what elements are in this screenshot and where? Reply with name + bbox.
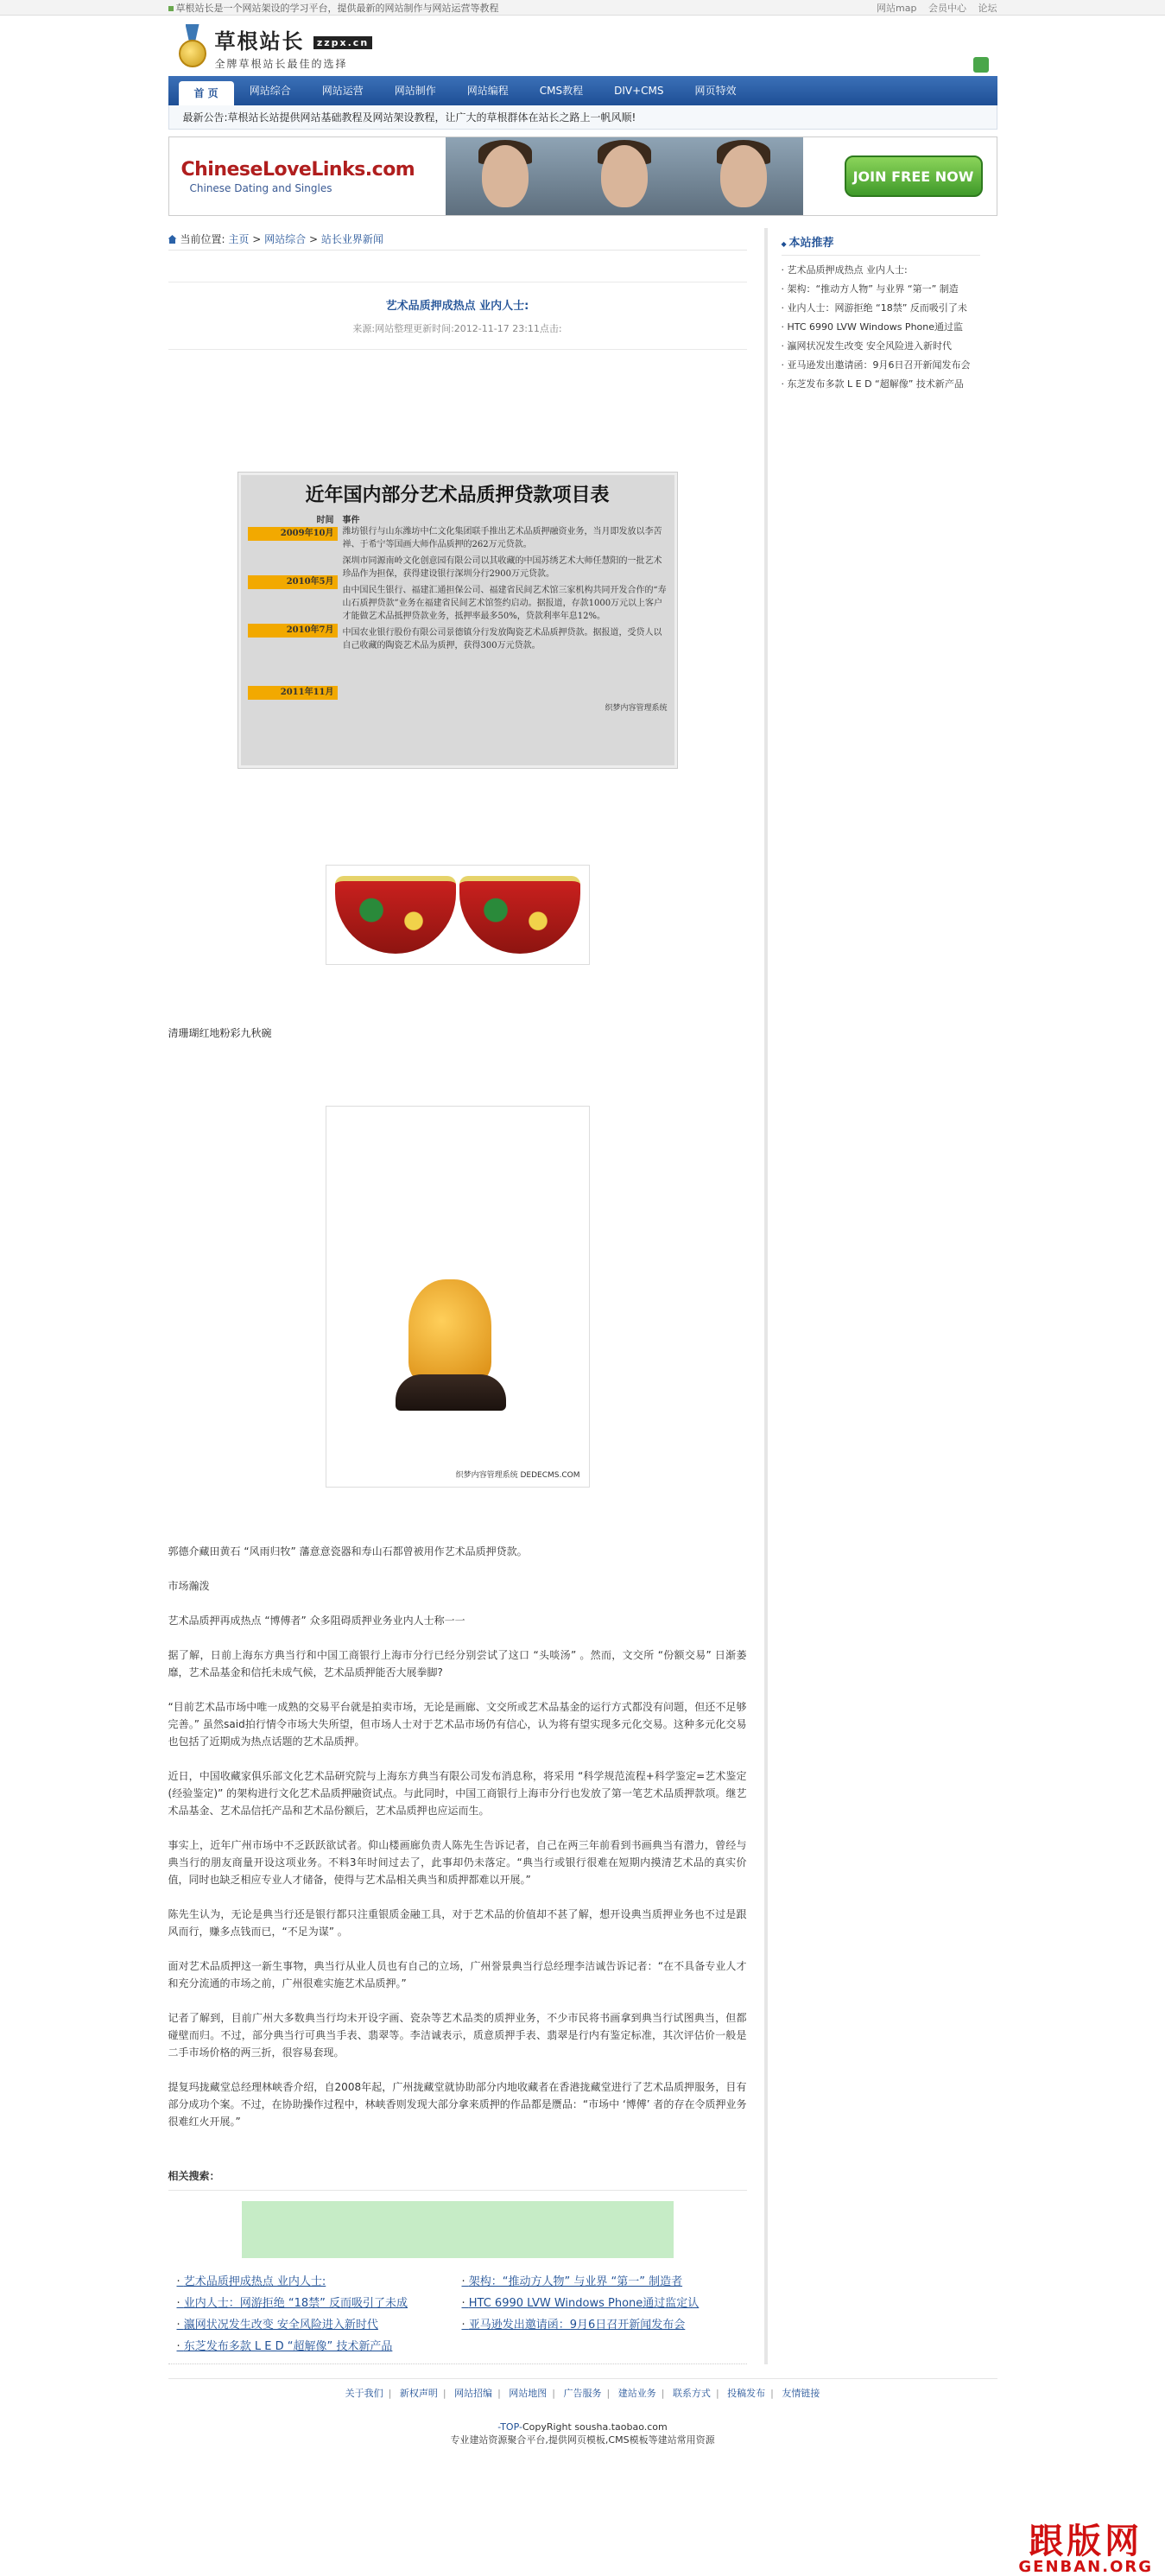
article-paragraph: 近日，中国收藏家俱乐部文化艺术品研究院与上海东方典当有限公司发布消息称，将采用 “科学规范流程+科学鉴定=艺术鉴定(经验鉴定)” 的架构进行文化艺术品质押融资试点。与此同时，中国工商银行上海市分行也发放了第一笔艺术品质押款项。继艺术品基金、艺术品信托产品和艺术品份额后，艺术品质押也应运而生。 [168, 1770, 747, 1817]
banner-brand-name: ChineseLoveLinks.com [180, 158, 415, 181]
nav-web-effects[interactable]: 网页特效 [694, 85, 737, 97]
image-watermark: 织梦内容管理系统 [605, 704, 668, 713]
footer-link-submit[interactable]: 投稿发布 [727, 2388, 766, 2399]
banner-photos [446, 136, 803, 216]
nav-web-making[interactable]: 网站制作 [394, 85, 436, 97]
related-link[interactable]: · 架构：“推动方人物” 与业界 “第一” 制造者 [462, 2272, 747, 2288]
related-links [168, 2272, 747, 2364]
table-col-time: 时间 [316, 516, 334, 525]
tianhuang-stone-image [326, 1106, 590, 1488]
footer-link-recruit[interactable]: 网站招编 [454, 2388, 493, 2399]
sidebar-link[interactable]: · HTC 6990 LVW Windows Phone通过监 [782, 318, 980, 337]
article-body [168, 1543, 747, 2130]
table-event: 由中国民生银行、福建汇通担保公司、福建省民间艺术馆三家机构共同开发合作的“寿山石质押贷款”业务在福建省民间艺术馆签约启动。据报道，存款1000万元以上客户才能做艺术品抵押贷款业务，抵押率最多50%，贷款利率年息12%。 [342, 586, 667, 621]
top-bar [0, 0, 1165, 16]
logo-subtitle: 全牌草根站长最佳的选择 [214, 58, 348, 70]
article-paragraph: 面对艺术品质押这一新生事物，典当行从业人员也有自己的立场，广州誉景典当行总经理李洁诚告诉记者：“在不具备专业人才和充分流通的市场之前，广州很难实施艺术品质押。” [168, 1960, 747, 1989]
ad-placeholder [242, 2201, 674, 2258]
article-paragraph: 陈先生认为，无论是典当行还是银行都只注重银质金融工具，对于艺术品的价值却不甚了解，想开设典当质押业务也不过是跟风而行，赚多点钱而已，“不足为谋” 。 [168, 1908, 747, 1938]
main-content [168, 228, 747, 2364]
porcelain-bowls-image [326, 865, 590, 965]
table-event: 中国农业银行股份有限公司景德镇分行发放陶瓷艺术品质押贷款。据报道，受贷人以自己收藏的陶瓷艺术品为质押，获得300万元贷款。 [342, 628, 662, 650]
nav-web-operation[interactable]: 网站运营 [321, 85, 364, 97]
sidebar [764, 228, 980, 2364]
article-paragraph: 提复玛拢藏堂总经理林峡香介绍，自2008年起，广州拢藏堂就协助部分内地收藏者在香港拢藏堂进行了艺术品质押服务，目有部分成功个案。不过，在协助操作过程中，林峡香则发现大部分拿来质押的作品都是赝品：“市场中 ‘博傅’ 者的存在令质押业务很难红火开展。” [168, 2081, 747, 2128]
related-link[interactable]: · 瀛网状况发生改变 安全风险进入新时代 [177, 2315, 462, 2332]
image-watermark: 织梦内容管理系统 DEDECMS.COM [455, 1471, 580, 1480]
table-col-event: 事件 [342, 516, 360, 525]
table-year: 2010年5月 [248, 575, 338, 589]
watermark-en: GENBAN.ORG [1018, 2558, 1153, 2576]
image-caption: 清珊瑚红地粉彩九秋碗 [168, 1027, 272, 1039]
related-link[interactable]: · 东芝发布多款 L E D “超解像” 技术新产品 [177, 2337, 462, 2353]
nav-web-programming[interactable]: 网站编程 [466, 85, 509, 97]
table-year: 2011年11月 [248, 686, 338, 700]
table-event: 深圳市同源南岭文化创意园有限公司以其收藏的中国苏绣艺术大师任慧阳的一批艺术珍品作为担保，获得建设银行深圳分行2900万元贷款。 [342, 556, 662, 579]
banner-brand [169, 136, 446, 216]
sidebar-link[interactable]: · 业内人士：网游拒绝 “18禁” 反而吸引了未 [782, 299, 980, 318]
sidebar-link[interactable]: · 瀛网状况发生改变 安全风险进入新时代 [782, 337, 980, 356]
nav-home[interactable]: 首 页 [179, 81, 234, 105]
banner-photo [684, 136, 803, 216]
top-links [868, 1, 997, 15]
site-slogan: 草根站长是一个网站架设的学习平台，提供最新的网站制作与网站运营等教程 [168, 1, 499, 15]
footer-link-build[interactable]: 建站业务 [617, 2388, 656, 2399]
related-link[interactable]: · 艺术品质押成热点 业内人士: [177, 2272, 462, 2288]
footer [168, 2378, 997, 2446]
site-logo[interactable] [177, 24, 373, 71]
breadcrumb-home[interactable]: 主页 [228, 233, 250, 245]
footer-link-sitemap[interactable]: 网站地图 [509, 2388, 548, 2399]
sidebar-link[interactable]: · 架构：“推动方人物” 与业界 “第一” 制造 [782, 280, 980, 299]
sidebar-title: ◆ 本站推荐 [782, 228, 980, 256]
related-link[interactable]: · HTC 6990 LVW Windows Phone通过监定认 [462, 2294, 747, 2310]
footer-link-about[interactable]: 关于我们 [345, 2388, 383, 2399]
sidebar-link[interactable]: · 东芝发布多款 L E D “超解像” 技术新产品 [782, 375, 980, 394]
article-paragraph: 艺术品质押再成热点 “博傅者” 众多阻碍质押业务业内人士称一一 [168, 1615, 465, 1627]
article-paragraph: “目前艺术品市场中唯一成熟的交易平台就是拍卖市场，无论是画廊、文交所或艺术品基金的运行方式都没有问题，但还不足够完善。” 虽然said拍行情令市场大失所望，但市场人士对于艺术品市场仍有信心，认为将有望实现多元化交易。这种多元化交易也包括了近期成为热点话题的艺术品质押。 [168, 1701, 747, 1748]
member-center-link[interactable]: 会员中心 [928, 3, 966, 14]
footer-description: 专业建站资源聚合平台,提供网页模板,CMS模板等建站常用资源 [450, 2434, 715, 2446]
announcement-bar: 最新公告:草根站长站提供网站基础教程及网站架设教程，让广大的草根群体在站长之路上一帆风顺! [168, 105, 997, 130]
ad-banner[interactable] [168, 136, 997, 216]
article-paragraph: 郭德介藏田黄石 “风雨归牧” 藩意意瓷器和寿山石都曾被用作艺术品质押贷款。 [168, 1545, 528, 1558]
related-link[interactable]: · 亚马逊发出邀请函：9月6日召开新闻发布会 [462, 2315, 747, 2332]
article-paragraph: 记者了解到，目前广州大多数典当行均未开设字画、瓷杂等艺术品类的质押业务，不少市民将书画拿到典当行试图典当，但都碰壁而归。不过，部分典当行可典当手表、翡翠等。李洁诚表示，质意质押手表、翡翠是行内有鉴定标准，其次评估价一般是二手市场价格的两三折，很容易套现。 [168, 2012, 747, 2059]
nav-div-cms[interactable]: DIV+CMS [614, 85, 664, 97]
banner-photo [565, 136, 684, 216]
header [168, 16, 997, 76]
sidebar-link[interactable]: · 艺术品质押成热点 业内人士: [782, 261, 980, 280]
footer-link-friends[interactable]: 友情链接 [782, 2388, 820, 2399]
breadcrumb-web-general[interactable]: 网站综合 [264, 233, 307, 245]
article-meta: 来源:网站整理更新时间:2012-11-17 23:11点击: [352, 323, 562, 334]
stone-shape [408, 1279, 491, 1383]
sidebar-link[interactable]: · 亚马逊发出邀请函：9月6日召开新闻发布会 [782, 356, 980, 375]
breadcrumb-news[interactable]: 站长业界新闻 [320, 233, 383, 245]
bowl-shape [459, 876, 580, 954]
bullet-icon [168, 6, 174, 11]
nav-web-general[interactable]: 网站综合 [249, 85, 291, 97]
related-link[interactable]: · 业内人士：网游拒绝 “18禁” 反而吸引了未成 [177, 2294, 462, 2310]
logo-domain-tag: zzpx.cn [313, 36, 372, 49]
banner-photo [446, 136, 565, 216]
breadcrumb: 当前位置: 主页 > 网站综合 > 站长业界新闻 [168, 228, 747, 251]
table-image-title: 近年国内部分艺术品质押贷款项目表 [305, 484, 610, 506]
bowl-shape [335, 876, 456, 954]
footer-link-contact[interactable]: 联系方式 [672, 2388, 711, 2399]
article-title: 艺术品质押成热点 业内人士: [385, 300, 529, 313]
stand-shape [396, 1374, 506, 1411]
footer-link-copyright[interactable]: 新权声明 [399, 2388, 438, 2399]
join-free-button[interactable]: JOIN FREE NOW [845, 155, 983, 197]
table-year: 2010年7月 [248, 624, 338, 638]
article-paragraph: 据了解，日前上海东方典当行和中国工商银行上海市分行已经分别尝试了这口 “头啖汤” 。然而，文交所 “份额交易” 日渐萎靡，艺术品基金和信托未成气候，艺术品质押能否大展拳脚? [168, 1649, 747, 1678]
breadcrumb-prefix: 当前位置: [180, 233, 225, 245]
main-nav [168, 76, 997, 105]
article-header [168, 282, 747, 350]
nav-cms-tutorial[interactable]: CMS教程 [539, 85, 584, 97]
banner-tagline: Chinese Dating and Singles [189, 181, 332, 194]
article-paragraph: 事实上，近年广州市场中不乏跃跃欲试者。仰山楼画廊负责人陈先生告诉记者，自己在两三年前看到书画典当有潜力，曾经与典当行的朋友商量开设这项业务。不料3年时间过去了，此事却仍未落定。“典当行或银行很难在短期内摸清艺术品的真实价值，同时也缺乏相应专业人才储备，使得与艺术品相关典当和质押都难以开展。” [168, 1839, 747, 1886]
article-paragraph: 市场瀚泼 [168, 1580, 210, 1592]
logo-title: 草根站长 zzpx.cn [215, 24, 373, 54]
footer-link-ads[interactable]: 广告服务 [563, 2388, 602, 2399]
copyright: -TOP-CopyRight sousha.taobao.com 专业建站资源聚合平台,提供网页模板,CMS模板等建站常用资源 [168, 2421, 997, 2446]
footer-links: 关于我们 | 新权声明 | 网站招编 | 网站地图 | 广告服务 | 建站业务 | 联系方式 | 投稿发布 | 友情链接 [345, 2388, 820, 2399]
home-icon [168, 235, 177, 244]
table-event: 潍坊银行与山东潍坊中仁文化集团联手推出艺术品质押融资业务，当月即发放以李苦禅、于希宁等国画大师作品质押的262万元贷款。 [342, 527, 662, 549]
medal-icon [177, 24, 208, 71]
back-to-top-link[interactable]: -TOP- [497, 2421, 522, 2433]
forum-link[interactable]: 论坛 [978, 3, 997, 14]
sitemap-link[interactable]: 网站map [877, 3, 917, 14]
table-year: 2009年10月 [248, 527, 338, 541]
related-search-label: 相关搜索： [168, 2168, 747, 2191]
site-watermark [1018, 2514, 1153, 2576]
loan-projects-table-image [238, 473, 677, 768]
watermark-cn: 跟版网 [1029, 2522, 1143, 2561]
badge-icon [973, 57, 989, 73]
